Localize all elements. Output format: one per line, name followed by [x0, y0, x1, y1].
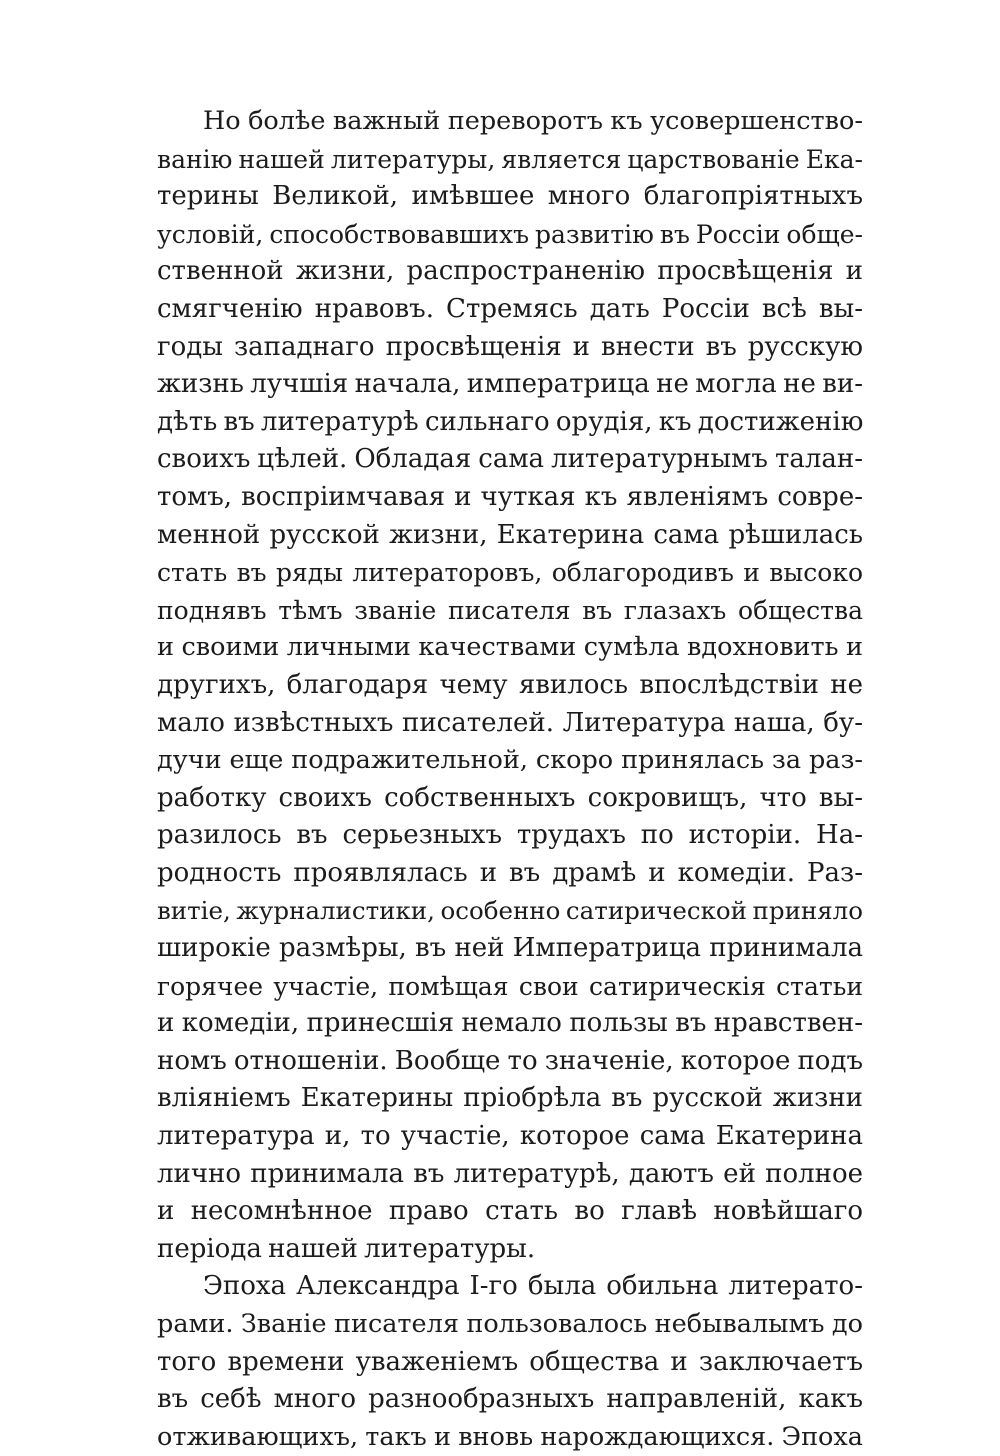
text-line: вліяніемъ Екатерины пріобрѣла въ русской жизни: [157, 1083, 863, 1114]
text-line: отживающихъ, такъ и вновь нарождающихся. Эпоха: [157, 1421, 863, 1452]
text-line: періода нашей литературы.: [157, 1233, 536, 1264]
text-line: и комедіи, принесшія немало пользы въ нравствен-: [157, 1008, 863, 1039]
text-line: и своими личными качествами сумѣла вдохновить и: [157, 632, 863, 663]
paragraph-1: [157, 103, 863, 1268]
text-line: того времени уваженіемъ общества и заключаетъ: [157, 1346, 863, 1377]
text-line: литература и, то участіе, которое сама Екатерина: [157, 1121, 863, 1152]
text-line: лично принимала въ литературѣ, даютъ ей полное: [157, 1158, 863, 1189]
text-line: въ себѣ много разнообразныхъ направленій, какъ: [157, 1384, 863, 1415]
text-line: поднявъ тѣмъ званіе писателя въ глазахъ общества: [157, 595, 863, 625]
text-line: работку своихъ собственныхъ сокровищъ, что вы-: [157, 782, 863, 813]
page-text: [157, 103, 863, 1456]
text-line: ванію нашей литературы, является царствованіе Ека-: [157, 144, 863, 174]
text-line: ственной жизни, распространенію просвѣщенія и: [157, 256, 863, 287]
text-line: рами. Званіе писателя пользовалось небывалымъ до: [157, 1309, 863, 1339]
text-line: разилось въ серьезныхъ трудахъ по исторіи. На-: [157, 820, 863, 851]
text-line: своихъ цѣлей. Обладая сама литературнымъ талан-: [157, 444, 863, 475]
text-line: другихъ, благодаря чему явилось впослѣдствіи не: [157, 669, 863, 700]
text-line: мало извѣстныхъ писателей. Литература наша, бу-: [157, 707, 863, 738]
text-line: дѣть въ литературѣ сильнаго орудія, къ достиженію: [157, 406, 864, 437]
paragraph-2: [157, 1268, 863, 1456]
text-line: годы западнаго просвѣщенія и внести въ русскую: [157, 331, 863, 362]
text-line: терины Великой, имѣвшее много благопріятныхъ: [157, 181, 863, 212]
text-line: дучи еще подражительной, скоро принялась за раз-: [157, 745, 863, 776]
text-line: смягченію нравовъ. Стремясь дать Россіи всѣ вы-: [157, 293, 863, 324]
text-line: Но болѣе важный переворотъ къ усовершенство-: [203, 106, 863, 136]
text-line: широкіе размѣры, въ ней Императрица принимала: [157, 933, 863, 964]
text-line: жизнь лучшія начала, императрица не могла не ви-: [157, 369, 863, 400]
text-line: Эпоха Александра I-го была обильна литерато-: [203, 1271, 863, 1302]
text-line: горячее участіе, помѣщая свои сатирическія статьи: [157, 971, 863, 1001]
text-line: томъ, воспріимчавая и чуткая къ явленіямъ совре-: [157, 481, 863, 512]
text-line: витіе, журналистики, особенно сатирической приняло: [157, 896, 863, 926]
text-line: условій, способствовавшихъ развитію въ Россіи обще-: [157, 219, 863, 249]
text-line: стать въ ряды литераторовъ, облагородивъ и высоко: [157, 558, 863, 588]
text-line: родность проявлялась и въ драмѣ и комедіи. Раз-: [157, 857, 863, 888]
text-line: и несомнѣнное право стать во главѣ новѣйшаго: [157, 1196, 863, 1227]
text-line: менной русской жизни, Екатерина сама рѣшилась: [157, 519, 863, 550]
text-line: номъ отношеніи. Вообще то значеніе, которое подъ: [157, 1045, 863, 1076]
